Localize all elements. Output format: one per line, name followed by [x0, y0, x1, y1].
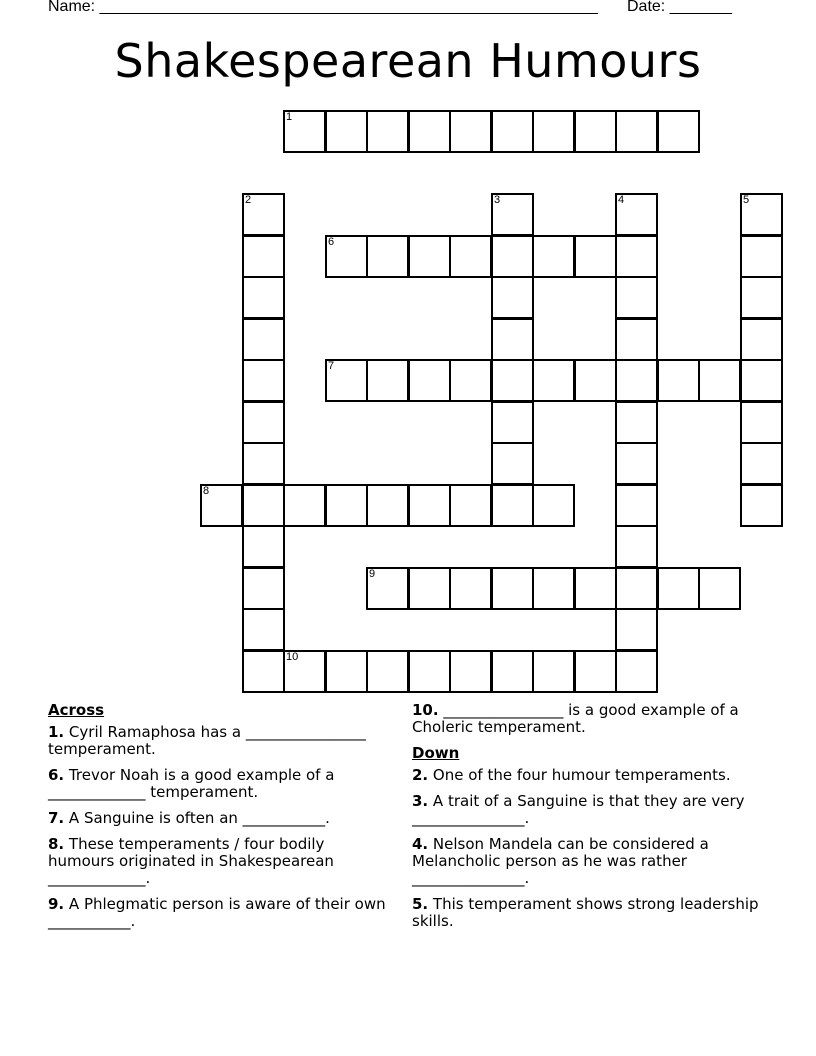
grid-cell[interactable]	[657, 359, 700, 402]
clue-down-4	[412, 836, 772, 887]
clue-number: 9.	[48, 895, 65, 913]
grid-cell[interactable]	[200, 484, 243, 527]
grid-cell[interactable]	[242, 650, 285, 693]
grid-cell[interactable]	[242, 567, 285, 610]
clue-text: This temperament shows strong leadership skills.	[412, 895, 759, 930]
grid-cell[interactable]	[532, 110, 575, 153]
grid-cell[interactable]	[532, 650, 575, 693]
name-line: Name: ________________________________________________________	[48, 0, 598, 15]
grid-cell[interactable]	[408, 650, 451, 693]
cell-number: 9	[369, 568, 376, 580]
grid-cell[interactable]	[657, 110, 700, 153]
grid-cell[interactable]	[491, 235, 534, 278]
clue-number: 6.	[48, 766, 65, 784]
grid-cell[interactable]	[366, 567, 409, 610]
cell-number: 1	[286, 111, 293, 123]
grid-cell[interactable]	[491, 401, 534, 444]
grid-cell[interactable]	[242, 235, 285, 278]
grid-cell[interactable]	[242, 484, 285, 527]
grid-cell[interactable]	[574, 359, 617, 402]
grid-cell[interactable]	[615, 193, 658, 236]
grid-cell[interactable]	[615, 484, 658, 527]
grid-cell[interactable]	[449, 567, 492, 610]
clue-across-1	[48, 724, 388, 758]
date-line: Date: _______	[627, 0, 732, 15]
down-heading: Down	[412, 744, 460, 762]
grid-cell[interactable]	[449, 110, 492, 153]
grid-cell[interactable]	[491, 359, 534, 402]
clue-down-5	[412, 896, 772, 930]
grid-cell[interactable]	[408, 110, 451, 153]
cell-number: 7	[328, 360, 335, 372]
clue-text: Nelson Mandela can be considered a Melancholic person as he was rather _______________.	[412, 835, 709, 887]
grid-cell[interactable]	[615, 110, 658, 153]
grid-cell[interactable]	[449, 484, 492, 527]
clue-down-3	[412, 793, 772, 827]
grid-cell[interactable]	[740, 318, 783, 361]
cell-number: 4	[618, 194, 625, 206]
clue-number: 4.	[412, 835, 429, 853]
grid-cell[interactable]	[449, 359, 492, 402]
grid-cell[interactable]	[740, 442, 783, 485]
grid-cell[interactable]	[740, 276, 783, 319]
grid-cell[interactable]	[491, 193, 534, 236]
grid-cell[interactable]	[574, 110, 617, 153]
grid-cell[interactable]	[615, 608, 658, 651]
grid-cell[interactable]	[242, 401, 285, 444]
grid-cell[interactable]	[615, 318, 658, 361]
cell-number: 3	[494, 194, 501, 206]
grid-cell[interactable]	[615, 650, 658, 693]
grid-cell[interactable]	[242, 193, 285, 236]
grid-cell[interactable]	[491, 276, 534, 319]
grid-cell[interactable]	[408, 567, 451, 610]
grid-cell[interactable]	[740, 193, 783, 236]
clue-number: 1.	[48, 723, 65, 741]
grid-cell[interactable]	[325, 359, 368, 402]
grid-cell[interactable]	[532, 235, 575, 278]
grid-cell[interactable]	[615, 525, 658, 568]
clue-number: 10.	[412, 701, 439, 719]
grid-cell[interactable]	[740, 401, 783, 444]
grid-cell[interactable]	[574, 235, 617, 278]
grid-cell[interactable]	[740, 235, 783, 278]
grid-cell[interactable]	[532, 484, 575, 527]
clues-left-column	[48, 702, 388, 939]
clue-text: Trevor Noah is a good example of a _____________ temperament.	[48, 766, 335, 801]
clue-across-9	[48, 896, 388, 930]
grid-cell[interactable]	[408, 235, 451, 278]
clue-number: 8.	[48, 835, 65, 853]
grid-cell[interactable]	[615, 276, 658, 319]
grid-cell[interactable]	[615, 442, 658, 485]
cell-number: 8	[203, 485, 210, 497]
grid-cell[interactable]	[283, 110, 326, 153]
grid-cell[interactable]	[449, 650, 492, 693]
grid-cell[interactable]	[325, 484, 368, 527]
grid-cell[interactable]	[615, 359, 658, 402]
clue-text: One of the four humour temperaments.	[432, 766, 731, 784]
grid-cell[interactable]	[242, 608, 285, 651]
grid-cell[interactable]	[366, 650, 409, 693]
clues-right-column	[412, 702, 772, 939]
grid-cell[interactable]	[615, 567, 658, 610]
grid-cell[interactable]	[532, 359, 575, 402]
grid-cell[interactable]	[698, 359, 741, 402]
grid-cell[interactable]	[325, 235, 368, 278]
grid-cell[interactable]	[491, 442, 534, 485]
grid-cell[interactable]	[574, 567, 617, 610]
grid-cell[interactable]	[740, 484, 783, 527]
clue-across-6	[48, 767, 388, 801]
grid-cell[interactable]	[698, 567, 741, 610]
grid-cell[interactable]	[740, 359, 783, 402]
grid-cell[interactable]	[325, 110, 368, 153]
grid-cell[interactable]	[366, 110, 409, 153]
cell-number: 6	[328, 236, 335, 248]
clue-across-8	[48, 836, 388, 887]
grid-cell[interactable]	[242, 442, 285, 485]
grid-cell[interactable]	[615, 235, 658, 278]
clue-number: 3.	[412, 792, 429, 810]
grid-cell[interactable]	[491, 484, 534, 527]
grid-cell[interactable]	[449, 235, 492, 278]
grid-cell[interactable]	[283, 650, 326, 693]
clue-number: 7.	[48, 809, 65, 827]
page-title: Shakespearean Humours	[114, 34, 702, 88]
clue-across-7	[48, 810, 388, 827]
clue-text: Cyril Ramaphosa has a ________________ temperament.	[48, 723, 366, 758]
grid-cell[interactable]	[283, 484, 326, 527]
cell-number: 10	[286, 651, 299, 663]
clue-text: A Sanguine is often an ___________.	[68, 809, 330, 827]
grid-cell[interactable]	[366, 359, 409, 402]
grid-cell[interactable]	[408, 484, 451, 527]
grid-cell[interactable]	[491, 318, 534, 361]
grid-cell[interactable]	[242, 276, 285, 319]
grid-cell[interactable]	[615, 401, 658, 444]
clue-number: 2.	[412, 766, 429, 784]
grid-cell[interactable]	[366, 235, 409, 278]
clue-number: 5.	[412, 895, 429, 913]
grid-cell[interactable]	[242, 525, 285, 568]
across-heading: Across	[48, 701, 105, 719]
grid-cell[interactable]	[491, 650, 534, 693]
clue-text: ________________ is a good example of a Choleric temperament.	[412, 701, 739, 736]
grid-cell[interactable]	[408, 359, 451, 402]
grid-cell[interactable]	[657, 567, 700, 610]
clue-text: These temperaments / four bodily humours originated in Shakespearean _____________.	[48, 835, 334, 887]
clue-down-2	[412, 767, 772, 784]
grid-cell[interactable]	[491, 110, 534, 153]
clue-text: A Phlegmatic person is aware of their own ___________.	[48, 895, 386, 930]
grid-cell[interactable]	[574, 650, 617, 693]
clue-across-10	[412, 702, 772, 736]
grid-cell[interactable]	[491, 567, 534, 610]
grid-cell[interactable]	[532, 567, 575, 610]
clue-text: A trait of a Sanguine is that they are very _______________.	[412, 792, 745, 827]
grid-cell[interactable]	[366, 484, 409, 527]
cell-number: 5	[743, 194, 750, 206]
cell-number: 2	[245, 194, 252, 206]
grid-cell[interactable]	[325, 650, 368, 693]
grid-cell[interactable]	[242, 359, 285, 402]
grid-cell[interactable]	[242, 318, 285, 361]
